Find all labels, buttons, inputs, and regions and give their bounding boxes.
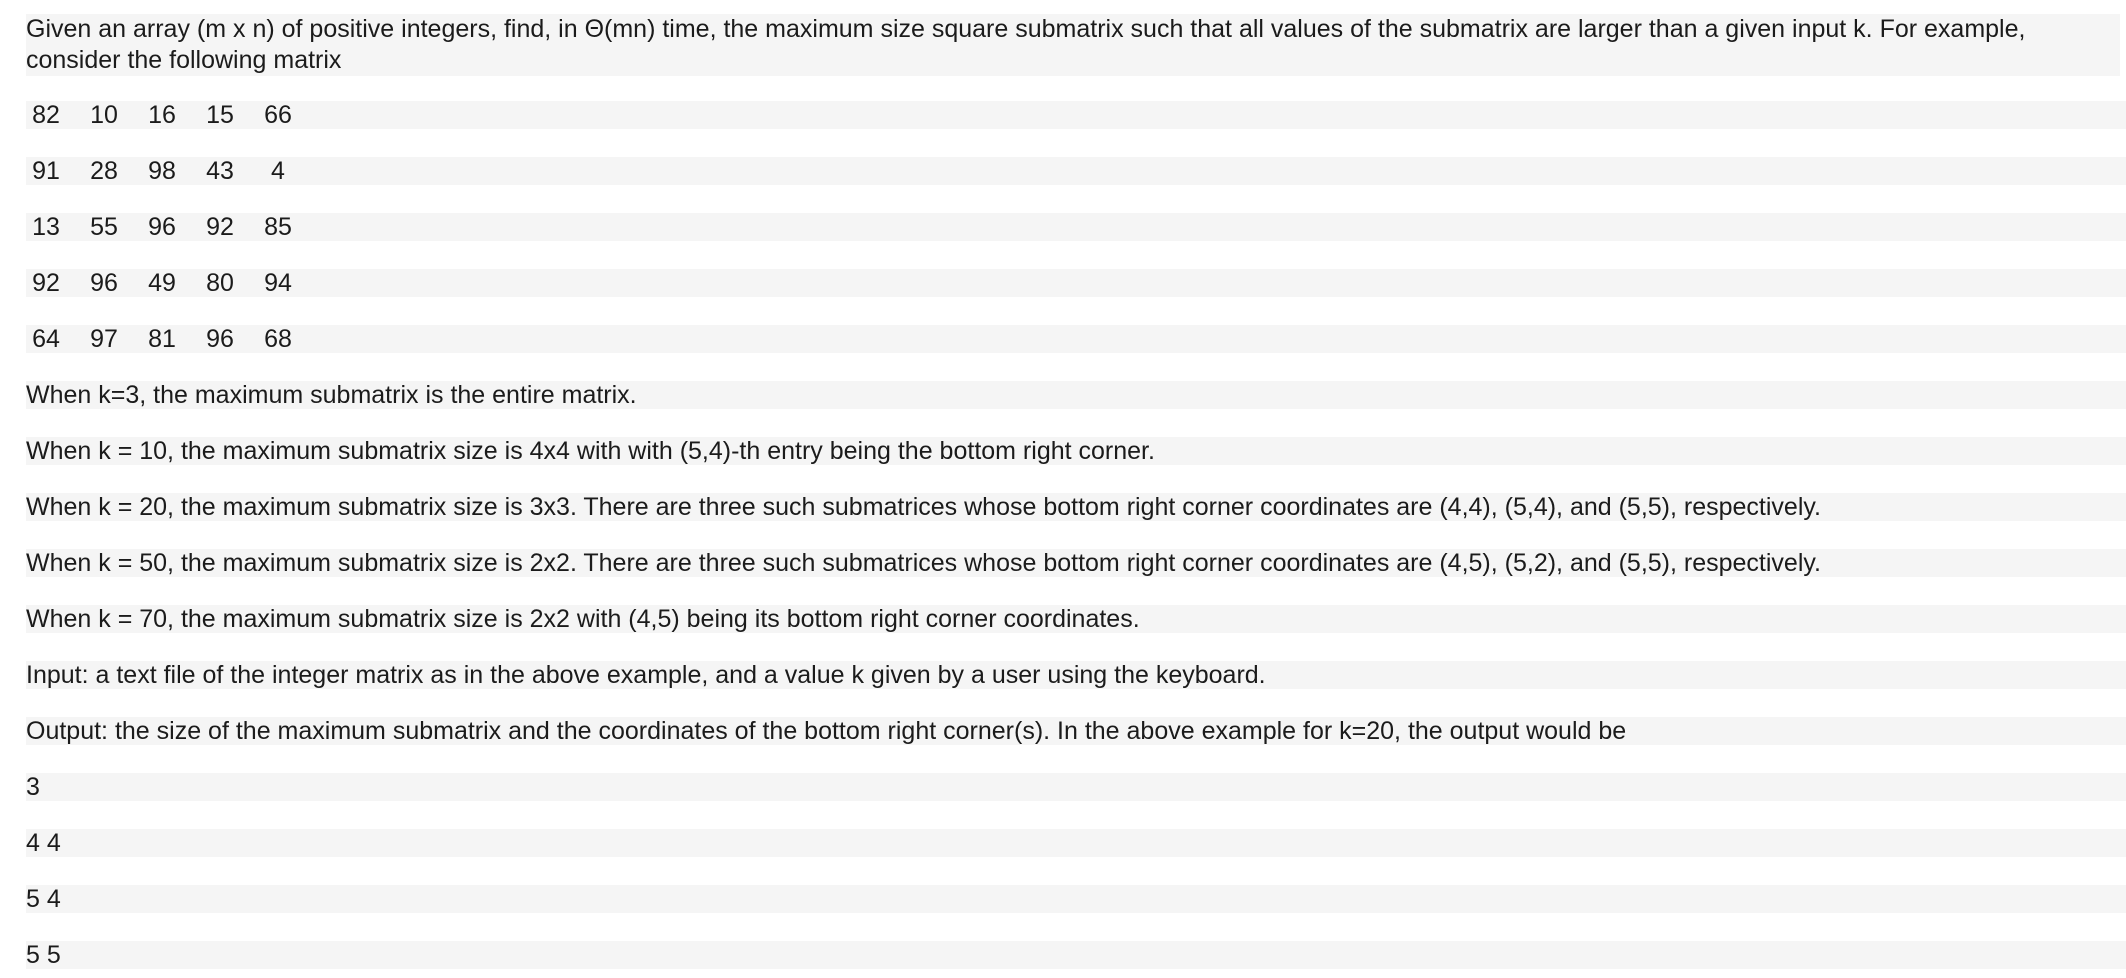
matrix-cell: 15 [206, 101, 234, 129]
matrix-cell: 43 [206, 157, 234, 185]
matrix-cell: 96 [90, 269, 118, 297]
matrix-cell: 91 [32, 157, 60, 185]
matrix-cell: 28 [90, 157, 118, 185]
matrix-cell: 85 [264, 213, 292, 241]
matrix-cell: 96 [148, 213, 176, 241]
matrix-cell: 98 [148, 157, 176, 185]
matrix-cell: 13 [32, 213, 60, 241]
matrix-cell: 97 [90, 325, 118, 353]
matrix-cell: 55 [90, 213, 118, 241]
matrix-row [26, 101, 2126, 129]
intro-paragraph: Given an array (m x n) of positive integers, find, in Θ(mn) time, the maximum size square submatrix such that all values of the submatrix are larger than a given input k. For example, consider the following matrix [26, 14, 2120, 76]
matrix-row [26, 269, 2126, 297]
matrix-cell: 66 [264, 101, 292, 129]
matrix-cell: 49 [148, 269, 176, 297]
sample-output-line: 4 4 [26, 829, 2126, 857]
matrix-cell: 4 [271, 157, 285, 185]
matrix-cell: 80 [206, 269, 234, 297]
matrix-cell: 94 [264, 269, 292, 297]
example-k70: When k = 70, the maximum submatrix size is 2x2 with (4,5) being its bottom right corner coordinates. [26, 605, 2126, 633]
matrix-cell: 82 [32, 101, 60, 129]
matrix-cell: 64 [32, 325, 60, 353]
matrix-row [26, 213, 2126, 241]
matrix-row [26, 157, 2126, 185]
matrix-cell: 16 [148, 101, 176, 129]
matrix-cell: 81 [148, 325, 176, 353]
example-k3: When k=3, the maximum submatrix is the entire matrix. [26, 381, 2126, 409]
output-description: Output: the size of the maximum submatrix and the coordinates of the bottom right corner(s). In the above example for k=20, the output would be [26, 717, 2126, 745]
sample-output-line: 5 4 [26, 885, 2126, 913]
matrix-cell: 96 [206, 325, 234, 353]
matrix-cell: 10 [90, 101, 118, 129]
sample-output-line: 3 [26, 773, 2126, 801]
example-k10: When k = 10, the maximum submatrix size is 4x4 with with (5,4)-th entry being the bottom right corner. [26, 437, 2126, 465]
sample-output-line: 5 5 [26, 941, 2126, 969]
input-description: Input: a text file of the integer matrix as in the above example, and a value k given by a user using the keyboard. [26, 661, 2126, 689]
matrix-row [26, 325, 2126, 353]
example-k20: When k = 20, the maximum submatrix size is 3x3. There are three such submatrices whose bottom right corner coordinates are (4,4), (5,4), and (5,5), respectively. [26, 493, 2126, 521]
matrix-cell: 68 [264, 325, 292, 353]
matrix-cell: 92 [206, 213, 234, 241]
example-k50: When k = 50, the maximum submatrix size is 2x2. There are three such submatrices whose bottom right corner coordinates are (4,5), (5,2), and (5,5), respectively. [26, 549, 2126, 577]
matrix-cell: 92 [32, 269, 60, 297]
